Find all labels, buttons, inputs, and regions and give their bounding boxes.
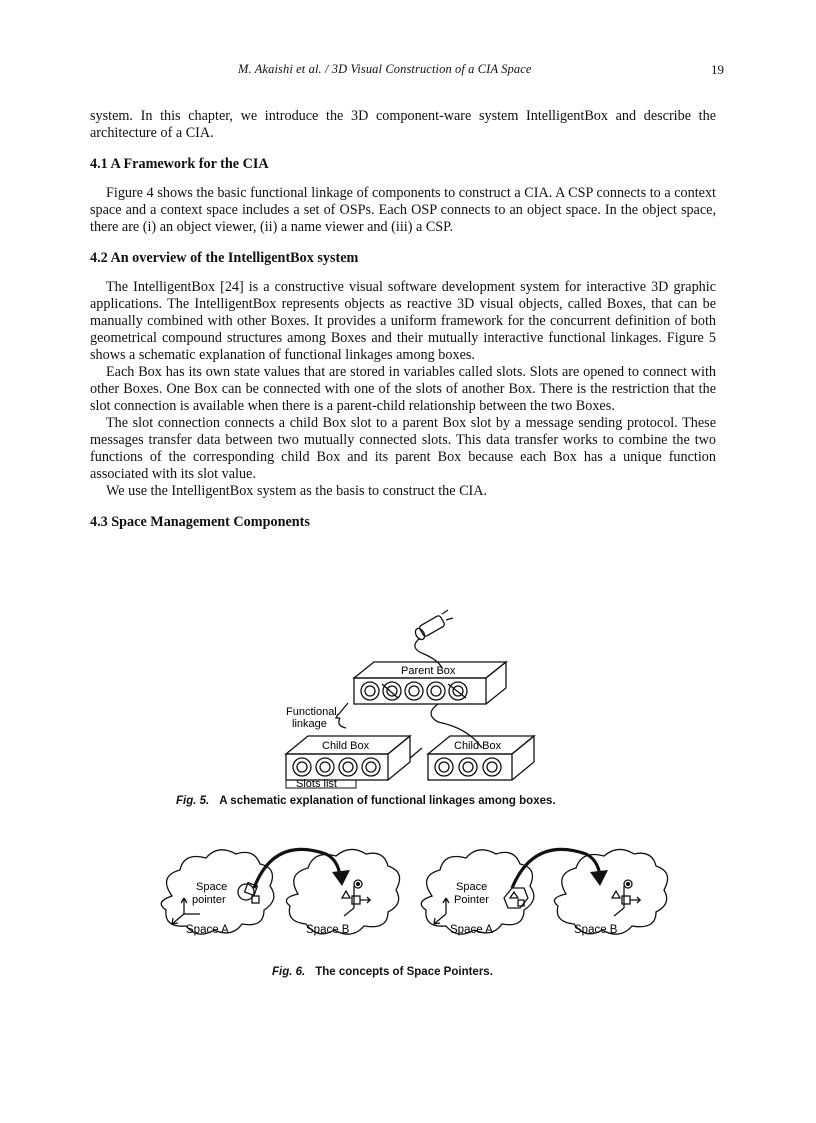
section-4-3-heading: 4.3 Space Management Components: [90, 514, 310, 530]
slots-list-label: Slots list: [296, 778, 337, 790]
figure-5-caption: [176, 795, 556, 807]
figure-6-caption-text: The concepts of Space Pointers.: [315, 966, 493, 978]
space-pointer-icon-left: [238, 883, 259, 903]
axes-icon-space-a-right: [434, 898, 449, 924]
objects-icon-space-b-right: [612, 880, 640, 916]
figure-6-caption: [272, 966, 493, 978]
page-number: 19: [711, 62, 724, 77]
section-4-1-heading: 4.1 A Framework for the CIA: [90, 156, 269, 172]
section-4-2-paragraph-4: We use the IntelligentBox system as the basis to construct the CIA.: [106, 483, 488, 499]
running-title: M. Akaishi et al. / 3D Visual Construction of a CIA Space: [238, 62, 532, 76]
child-box-left-label: Child Box: [322, 740, 370, 752]
running-header: [0, 62, 816, 80]
space-pointer-label-right-2: Pointer: [454, 894, 489, 906]
child-box-right-label: Child Box: [454, 740, 502, 752]
section-4-2-heading: 4.2 An overview of the IntelligentBox system: [90, 250, 359, 266]
figure-6-caption-label: Fig. 6.: [272, 966, 306, 978]
figure-5-caption-text: A schematic explanation of functional linkages among boxes.: [219, 795, 556, 807]
space-a-label-left: Space A: [186, 924, 229, 936]
body-text: [90, 108, 716, 531]
space-pointer-label-left-1: Space: [196, 881, 228, 893]
space-b-label-left: Space B: [306, 924, 350, 936]
section-4-2-paragraph-2: Each Box has its own state values that are stored in variables called slots. Slots are opened to connect with other Boxes. One Box can be connected with one of the slots of another Box. There is the restriction that the slot connection is available when there is a parent-child relationship between the two Boxes.: [90, 364, 716, 414]
figure-5-diagram: [270, 606, 550, 791]
section-4-1-paragraph: Figure 4 shows the basic functional linkage of components to construct a CIA. A CSP connects to a context space and a context space includes a set of OSPs. Each OSP connects to an object space. In the object space, there are (i) an object viewer, (ii) a name viewer and (iii) a CSP.: [90, 185, 716, 235]
arrow-head-icon: [590, 870, 608, 886]
space-pointer-label-right-1: Space: [456, 881, 488, 893]
arrow-head-icon: [332, 870, 350, 886]
parent-box-label: Parent Box: [401, 665, 456, 677]
functional-label: Functional: [286, 706, 337, 718]
space-b-label-right: Space B: [574, 924, 618, 936]
figure-5-caption-label: Fig. 5.: [176, 795, 210, 807]
linkage-label: linkage: [292, 718, 327, 730]
figure-6-diagram: [150, 836, 690, 966]
space-b-cloud-left: [286, 849, 399, 934]
space-pointer-icon-right: [504, 888, 528, 908]
section-4-2-paragraph-1: The IntelligentBox [24] is a constructive visual software development system for interactive 3D graphic applications. The IntelligentBox represents objects as reactive 3D visual objects, called Boxes, that can be manually combined with other Boxes. It provides a uniform framework for the concurrent definition of both geometrical compound structures among Boxes and their mutually interactive functional linkages. Figure 5 shows a schematic explanation of functional linkages among boxes.: [90, 279, 716, 363]
connector-plug-icon: [414, 610, 453, 668]
objects-icon-space-b-left: [342, 880, 370, 916]
space-a-label-right: Space A: [450, 924, 493, 936]
space-pointer-label-left-2: pointer: [192, 894, 226, 906]
section-4-2-paragraph-3: The slot connection connects a child Box slot to a parent Box slot by a message sending protocol. These messages transfer data between two mutually connected slots. This data transfer works to combine the two functions of the corresponding child Box and its parent Box because each Box has a unique function associated with its slot value.: [90, 415, 716, 482]
space-b-cloud-right: [554, 849, 667, 934]
intro-paragraph: system. In this chapter, we introduce the 3D component-ware system IntelligentBox and describe the architecture of a CIA.: [90, 108, 716, 141]
